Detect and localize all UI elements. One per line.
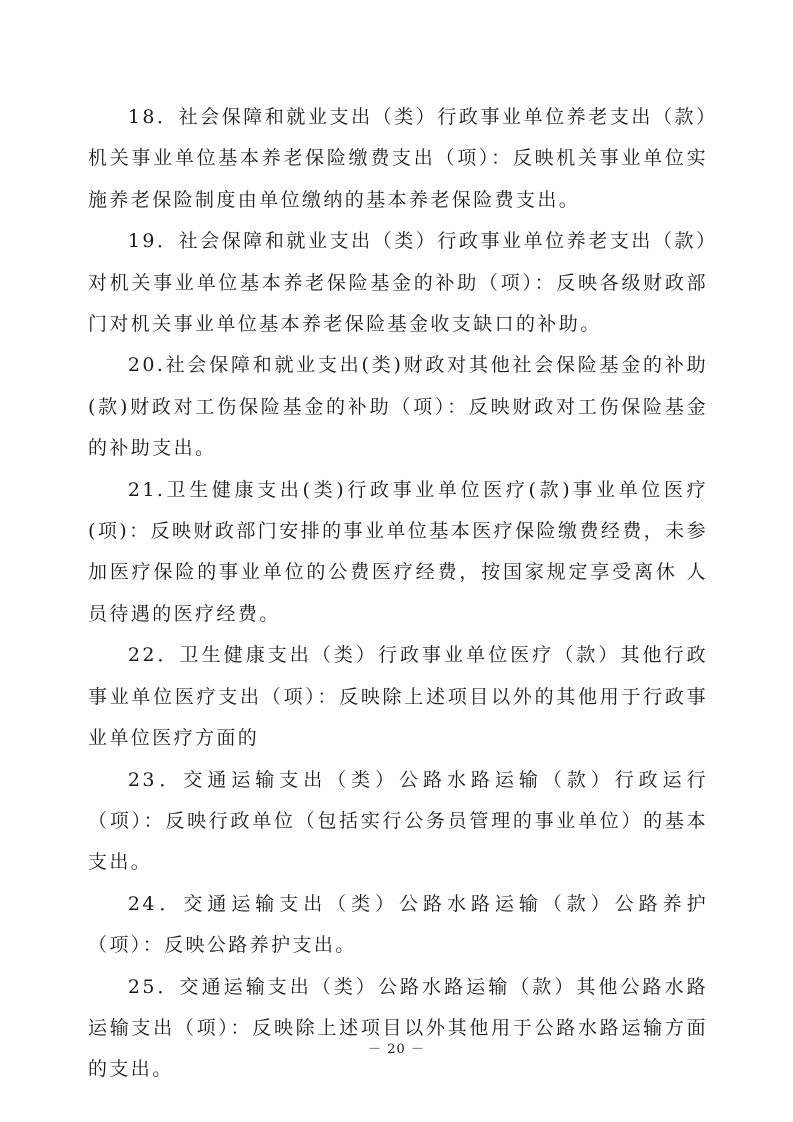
paragraph-18: 18．社会保障和就业支出（类）行政事业单位养老支出（款）机关事业单位基本养老保险缴费支出（项）：反映机关事业单位实施养老保险制度由单位缴纳的基本养老保险费支出。 xyxy=(88,106,708,211)
paragraph-24: 24．交通运输支出（类）公路水路运输（款）公路养护（项）：反映公路养护支出。 xyxy=(88,892,708,957)
paragraph-25: 25．交通运输支出（类）公路水路运输（款）其他公路水路运输支出（项）：反映除上述项目以外其他用于公路水路运输方面的支出。 xyxy=(88,975,708,1081)
paragraph-21: 21.卫生健康支出(类)行政事业单位医疗(款)事业单位医疗(项)：反映财政部门安排的事业单位基本医疗保险缴费经费，未参 加医疗保险的事业单位的公费医疗经费，按国家规定享受离休 人员待遇的医疗经费。 xyxy=(88,478,708,625)
document-body xyxy=(88,97,708,1091)
paragraph-19: 19．社会保障和就业支出（类）行政事业单位养老支出（款）对机关事业单位基本养老保险基金的补助（项）：反映各级财政部门对机关事业单位基本养老保险基金收支缺口的补助。 xyxy=(88,230,708,336)
paragraph-22: 22．卫生健康支出（类）行政事业单位医疗（款）其他行政事业单位医疗支出（项）：反映除上述项目以外的其他用于行政事业单位医疗方面的 xyxy=(88,644,708,750)
page-number: － 20 － xyxy=(368,1042,425,1057)
paragraph-20: 20.社会保障和就业支出(类)财政对其他社会保险基金的补助(款)财政对工伤保险基金的补助（项）：反映财政对工伤保险基金的补助支出。 xyxy=(88,354,708,460)
paragraph-23: 23．交通运输支出（类）公路水路运输（款）行政运行（项）：反映行政单位（包括实行公务员管理的事业单位）的基本支出。 xyxy=(88,768,708,874)
